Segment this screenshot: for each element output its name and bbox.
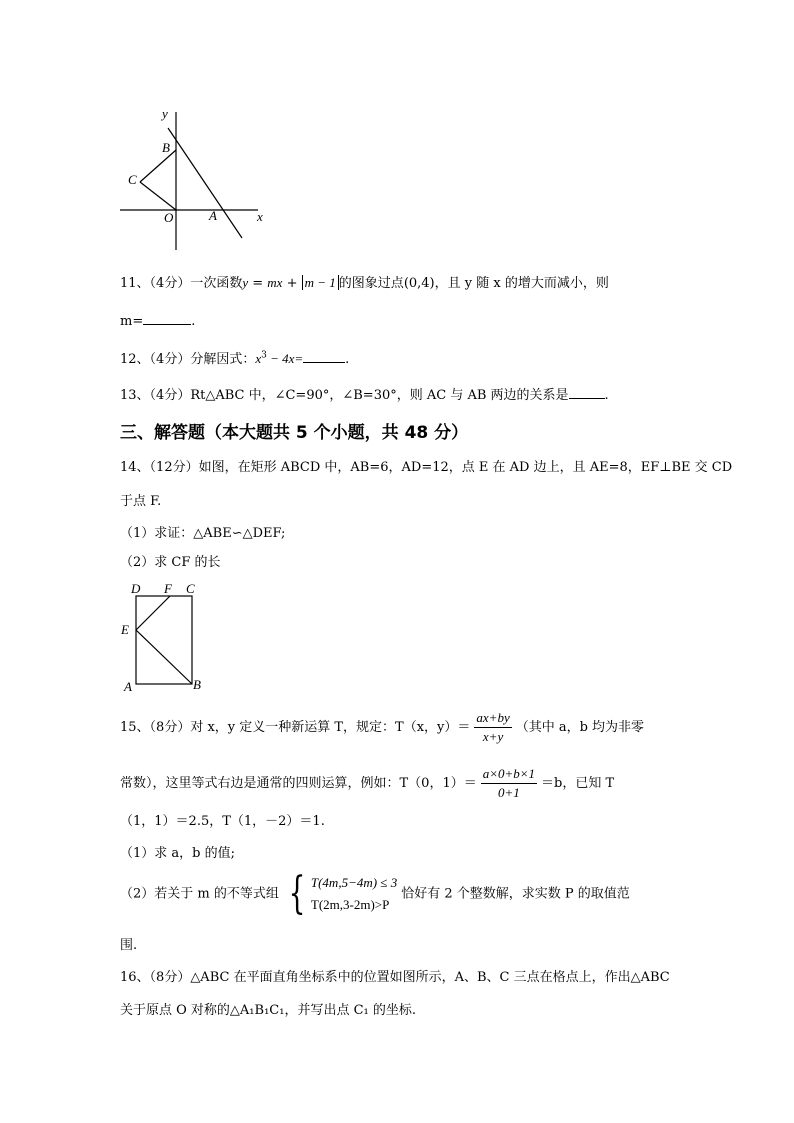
- q11-answer-blank[interactable]: [143, 324, 191, 325]
- label-D: D: [131, 581, 141, 596]
- rectangle-figure: [118, 580, 213, 695]
- q15-sub2-c: 围.: [120, 938, 138, 953]
- segment-co: [140, 182, 176, 210]
- q14-sub1: （1）求证：△ABE∽△DEF;: [120, 526, 286, 541]
- q14-sub2: （2）求 CF 的长: [120, 555, 221, 570]
- q15-f2-num: a×0+b×1: [481, 765, 537, 784]
- q15-f1-num: ax+by: [474, 709, 511, 728]
- q11-eq-y: y: [242, 275, 249, 290]
- q15-inequality-system: [283, 868, 398, 919]
- label-A: A: [124, 679, 132, 694]
- q15-f1-den: x+y: [482, 729, 504, 744]
- label-E: E: [121, 622, 129, 637]
- q11-eq-plus: +: [282, 276, 302, 291]
- segment-bc: [140, 150, 176, 182]
- q12-prefix: 12、（4分）分解因式：: [120, 352, 256, 367]
- segment-eb: [136, 630, 192, 684]
- q15-l2-b: ＝b，已知 T: [541, 776, 615, 791]
- label-C: C: [128, 172, 137, 187]
- q14-line2: 于点 F.: [120, 494, 162, 509]
- rect-abcd: [136, 596, 192, 684]
- q16-line2: 关于原点 O 对称的△A₁B₁C₁，并写出点 C₁ 的坐标.: [120, 1003, 416, 1018]
- q11-prefix: 11、（4分）一次函数: [120, 276, 243, 291]
- q15-sub2-a: （2）若关于 m 的不等式组: [120, 886, 279, 902]
- q13-end: .: [604, 388, 609, 403]
- q11-end: .: [191, 314, 196, 329]
- q11-mid: 的图象过点: [338, 276, 404, 291]
- q11-point: (0,4): [403, 276, 435, 291]
- q15-line3: （1，1）＝2.5，T（1，－2）＝1.: [120, 814, 325, 829]
- q15-l1-b: （其中 a，b 均为非零: [515, 720, 645, 735]
- q15-sub2: [120, 868, 630, 919]
- question-11-line2: [120, 314, 195, 329]
- label-y: y: [162, 106, 168, 121]
- q11-eq-mx: mx: [267, 275, 283, 290]
- q15-fraction-2: [481, 765, 537, 802]
- q15-line2: [120, 765, 614, 802]
- q15-ineq1: T(4m,5−4m) ≤ 3: [310, 875, 398, 890]
- q13-text: 13、（4分）Rt△ABC 中，∠C=90°，∠B=30°，则 AC 与 AB 两边的关系是: [120, 388, 569, 403]
- section-title: 三、解答题（本大题共 5 个小题，共 48 分）: [120, 423, 469, 443]
- q14-line1: 14、（12分）如图，在矩形 ABCD 中，AB=6，AD=12，点 E 在 AD 边上，且 AE=8，EF⊥BE 交 CD: [120, 460, 733, 475]
- q12-expr-x: x: [255, 351, 262, 366]
- q12-answer-blank[interactable]: [303, 362, 345, 363]
- label-B: B: [162, 140, 170, 155]
- q15-l1-a: 15、（8分）对 x，y 定义一种新运算 T，规定：T（x，y）＝: [120, 720, 471, 735]
- label-C: C: [186, 581, 195, 596]
- q15-f2-den: 0+1: [497, 785, 520, 800]
- label-O: O: [164, 210, 174, 225]
- q11-line2: m=: [120, 314, 144, 329]
- q16-line1: 16、（8分）△ABC 在平面直角坐标系中的位置如图所示，A、B、C 三点在格点上，作出△ABC: [120, 970, 670, 985]
- brace-icon: {: [288, 868, 306, 919]
- label-B: B: [193, 677, 201, 692]
- question-12: [120, 348, 349, 367]
- q15-sub1: （1）求 a，b 的值;: [120, 846, 235, 861]
- q15-sub2-b: 恰好有 2 个整数解，求实数 P 的取值范: [401, 886, 630, 902]
- q12-expr-sup: 3: [261, 350, 267, 361]
- q11-eq-sign: =: [248, 276, 268, 291]
- q13-answer-blank[interactable]: [569, 398, 605, 399]
- line-ab: [168, 128, 242, 238]
- label-x: x: [257, 209, 263, 224]
- q15-fraction-1: [474, 709, 511, 746]
- q15-ineq2: T(2m,3-2m)>P: [310, 897, 390, 912]
- label-A: A: [209, 208, 217, 223]
- label-F: F: [164, 581, 172, 596]
- q11-eq-abs: m − 1: [302, 275, 339, 290]
- q11-suffix: ，且 y 随 x 的增大而减小，则: [434, 276, 609, 291]
- q15-line1: [120, 709, 644, 746]
- question-11: [120, 272, 609, 291]
- coordinate-figure: [110, 100, 270, 255]
- question-13: [120, 384, 609, 403]
- segment-ef: [136, 596, 170, 630]
- q15-l2-a: 常数），这里等式右边是通常的四则运算，例如：T（0，1）＝: [120, 776, 477, 791]
- q12-end: .: [345, 352, 350, 367]
- q12-expr-rest: − 4x=: [266, 351, 304, 366]
